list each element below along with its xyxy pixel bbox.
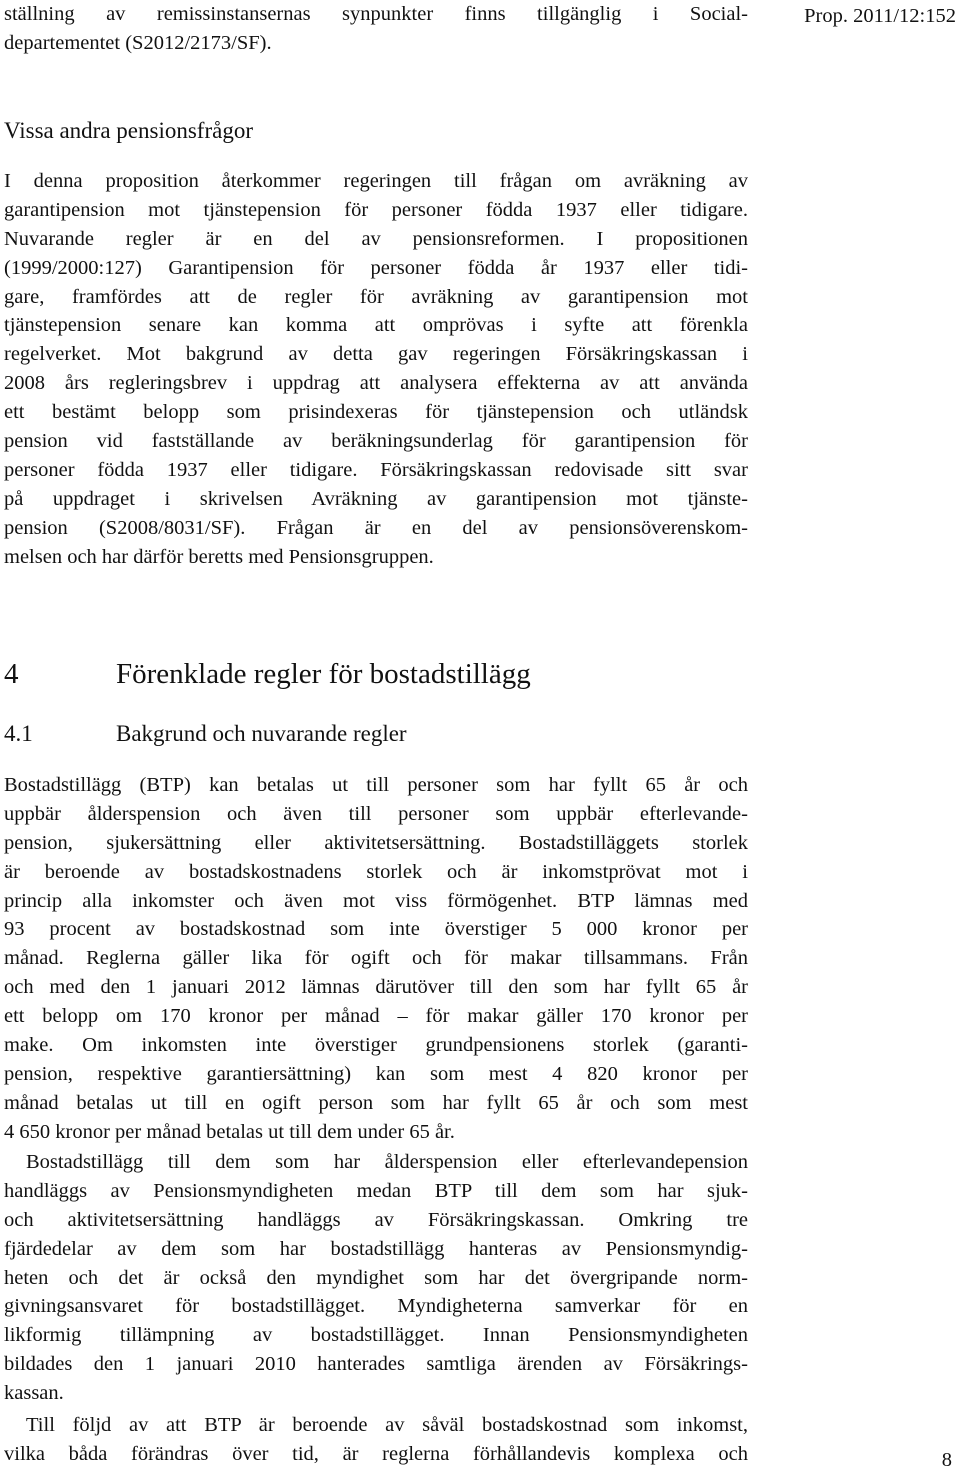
text-line: I denna proposition återkommer regeringen till frågan om avräkning av — [4, 170, 748, 192]
text-line: Nuvarande regler är en del av pensionsreformen. I propositionen — [4, 227, 748, 250]
top-paragraph — [4, 0, 748, 58]
section-title: Bakgrund och nuvarande regler — [116, 721, 407, 746]
text-line: princip alla inkomster och även mot viss förmögenhet. BTP lämnas med — [4, 889, 748, 912]
text-line: handläggs av Pensionsmyndigheten medan BTP till dem som har sjuk- — [4, 1179, 748, 1202]
text-line: ett belopp om 170 kronor per månad – för makar gäller 170 kronor per — [4, 1005, 748, 1028]
text-line: ett bestämt belopp som prisindexeras för tjänstepension och utländsk — [4, 401, 748, 424]
text-line: melsen och har därför beretts med Pensionsgruppen. — [4, 545, 434, 568]
text-line: månad betalas ut till en ogift person som har fyllt 65 år och som mest — [4, 1091, 748, 1114]
text-line: pension (S2008/8031/SF). Frågan är en del av pensionsöverenskom- — [4, 516, 748, 539]
text-line: månad. Reglerna gäller lika för ogift och för makar tillsammans. Från — [4, 947, 748, 970]
background-paragraph — [4, 771, 748, 1147]
text-line: fjärdedelar av dem som har bostadstillägg hanteras av Pensionsmyndig- — [4, 1237, 748, 1260]
text-line: personer födda 1937 eller tidigare. Försäkringskassan redovisade sitt svar — [4, 458, 748, 481]
text-line: (1999/2000:127) Garantipension för personer födda år 1937 eller tidi- — [4, 256, 748, 279]
text-line: uppbär ålderspension och även till personer som uppbär efterlevande- — [4, 802, 748, 825]
text-line: ställning av remissinstansernas synpunkter finns tillgänglig i Social- — [4, 3, 748, 25]
proposition-reference: Prop. 2011/12:152 — [804, 5, 956, 27]
text-line: departementet (S2012/2173/SF). — [4, 31, 272, 54]
text-line: på uppdraget i skrivelsen Avräkning av garantipension mot tjänste- — [4, 487, 748, 510]
subsection-heading: Vissa andra pensionsfrågor — [4, 118, 253, 143]
text-line: Bostadstillägg till dem som har ålderspension eller efterlevandepension — [26, 1151, 748, 1173]
text-line: bildades den 1 januari 2010 hanterades samtliga ärenden av Försäkrings- — [4, 1353, 748, 1376]
text-line: kassan. — [4, 1382, 64, 1405]
text-line: och med den 1 januari 2012 lämnas därutöver till den som har fyllt 65 år — [4, 976, 748, 999]
text-line: och aktivitetsersättning handläggs av Försäkringskassan. Omkring tre — [4, 1208, 748, 1231]
pension-paragraph — [4, 167, 748, 571]
section-heading — [4, 718, 407, 750]
text-line: garantipension mot tjänstepension för personer födda 1937 eller tidigare. — [4, 198, 748, 221]
text-line: är beroende av bostadskostnadens storlek och är inkomstprövat mot i — [4, 860, 748, 883]
chapter-title: Förenklade regler för bostadstillägg — [116, 658, 531, 690]
text-line: 4 650 kronor per månad betalas ut till dem under 65 år. — [4, 1120, 455, 1143]
text-line: pension, respektive garantiersättning) kan som mest 4 820 kronor per — [4, 1062, 748, 1085]
text-line: vilka båda förändras över tid, är reglerna förhållandevis komplexa och — [4, 1442, 748, 1465]
text-line: tjänstepension senare kan komma att omprövas i syfte att förenkla — [4, 314, 748, 337]
text-line: Bostadstillägg (BTP) kan betalas ut till personer som har fyllt 65 år och — [4, 774, 748, 796]
text-line: heten och det är också den myndighet som har det övergripande norm- — [4, 1266, 748, 1289]
text-line: pension, sjukersättning eller aktivitetsersättning. Bostadstilläggets storlek — [4, 831, 748, 854]
page-number: 8 — [941, 1449, 952, 1471]
text-line: givningsansvaret för bostadstillägget. Myndigheterna samverkar för en — [4, 1295, 748, 1318]
text-line: regelverket. Mot bakgrund av detta gav regeringen Försäkringskassan i — [4, 343, 748, 366]
text-line: likformig tillämpning av bostadstillägget. Innan Pensionsmyndigheten — [4, 1324, 748, 1347]
text-line: Till följd av att BTP är beroende av såväl bostadskostnad som inkomst, — [26, 1414, 748, 1436]
chapter-number: 4 — [4, 658, 19, 690]
section-number: 4.1 — [4, 721, 33, 746]
text-line: pension vid fastställande av beräkningsunderlag för garantipension för — [4, 430, 748, 453]
text-line: 2008 års regleringsbrev i uppdrag att analysera effekterna av att använda — [4, 372, 748, 395]
chapter-heading — [4, 655, 531, 693]
complexity-paragraph — [4, 1411, 748, 1469]
text-line: gare, framfördes att de regler för avräkning av garantipension mot — [4, 285, 748, 308]
text-line: 93 procent av bostadskostnad som inte överstiger 5 000 kronor per — [4, 918, 748, 941]
administration-paragraph — [4, 1148, 748, 1408]
text-line: make. Om inkomsten inte överstiger grundpensionens storlek (garanti- — [4, 1034, 748, 1057]
